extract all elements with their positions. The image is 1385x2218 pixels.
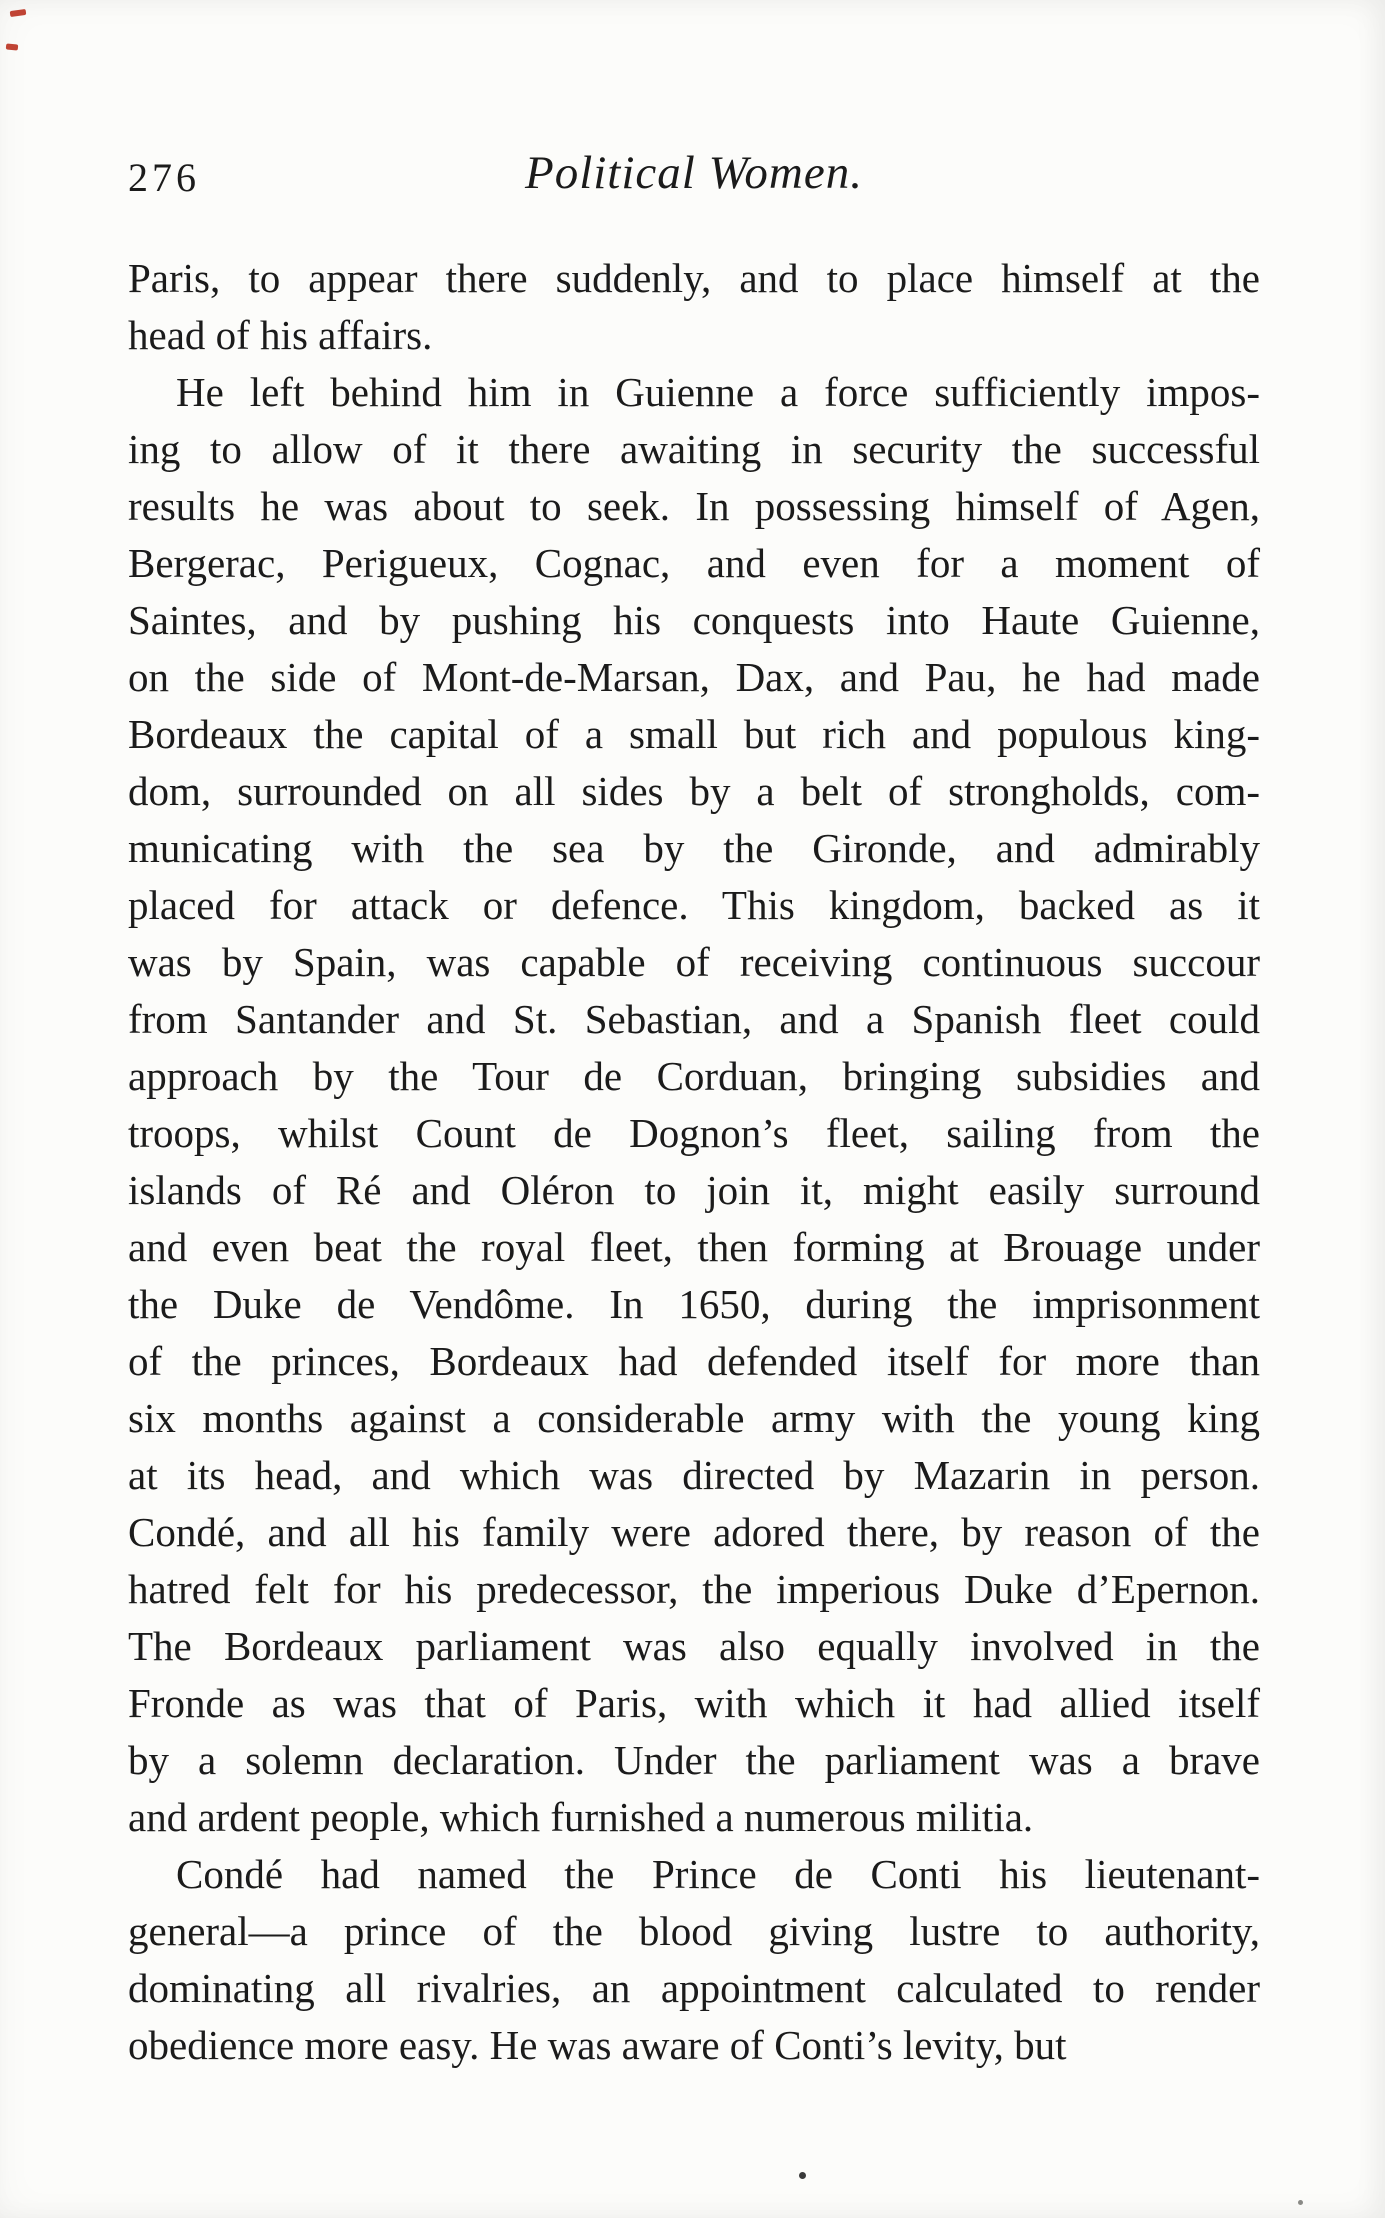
- text-line: municating with the sea by the Gironde, and admirably: [128, 825, 1260, 871]
- print-artifact-dot: [1298, 2200, 1303, 2205]
- text-line: hatred felt for his predecessor, the imperious Duke d’Epernon.: [128, 1566, 1260, 1612]
- text-line: Saintes, and by pushing his conquests into Haute Guienne,: [128, 597, 1260, 643]
- print-artifact-dot: [799, 2172, 806, 2179]
- text-line: Fronde as was that of Paris, with which it had allied itself: [128, 1680, 1260, 1726]
- text-body: [128, 250, 1260, 2074]
- text-line: The Bordeaux parliament was also equally involved in the: [128, 1623, 1260, 1669]
- text-line: from Santander and St. Sebastian, and a Spanish fleet could: [128, 996, 1260, 1042]
- text-line: Paris, to appear there suddenly, and to place himself at the: [128, 255, 1260, 301]
- text-line: troops, whilst Count de Dognon’s fleet, sailing from the: [128, 1110, 1260, 1156]
- page-number: 276: [128, 155, 200, 200]
- text-line: head of his affairs.: [128, 312, 433, 358]
- text-line: obedience more easy. He was aware of Conti’s levity, but: [128, 2022, 1067, 2068]
- text-line: Bergerac, Perigueux, Cognac, and even for a moment of: [128, 540, 1260, 586]
- page-header: [128, 146, 1260, 216]
- text-line: by a solemn declaration. Under the parliament was a brave: [128, 1737, 1260, 1783]
- text-line: and ardent people, which furnished a numerous militia.: [128, 1794, 1034, 1840]
- text-line: six months against a considerable army with the young king: [128, 1395, 1260, 1441]
- text-line: on the side of Mont-de-Marsan, Dax, and Pau, he had made: [128, 654, 1260, 700]
- text-line: general—a prince of the blood giving lustre to authority,: [128, 1908, 1260, 1954]
- text-line: at its head, and which was directed by Mazarin in person.: [128, 1452, 1260, 1498]
- text-line: He left behind him in Guienne a force sufficiently impos-: [176, 369, 1260, 415]
- red-pen-mark: [6, 43, 19, 50]
- running-title: Political Women.: [524, 147, 863, 199]
- text-line: ing to allow of it there awaiting in security the successful: [128, 426, 1260, 472]
- text-line: Bordeaux the capital of a small but rich and populous king-: [128, 711, 1260, 757]
- text-line: of the princes, Bordeaux had defended itself for more than: [128, 1338, 1260, 1384]
- text-line: results he was about to seek. In possessing himself of Agen,: [128, 483, 1260, 529]
- text-line: placed for attack or defence. This kingdom, backed as it: [128, 882, 1260, 928]
- text-line: dom, surrounded on all sides by a belt of strongholds, com-: [128, 768, 1260, 814]
- text-line: Condé had named the Prince de Conti his lieutenant-: [176, 1851, 1260, 1897]
- text-line: dominating all rivalries, an appointment calculated to render: [128, 1965, 1260, 2011]
- text-line: approach by the Tour de Corduan, bringing subsidies and: [128, 1053, 1260, 1099]
- red-pen-mark: [10, 9, 27, 17]
- text-line: Condé, and all his family were adored there, by reason of the: [128, 1509, 1260, 1555]
- text-line: was by Spain, was capable of receiving continuous succour: [128, 939, 1260, 985]
- text-line: islands of Ré and Oléron to join it, might easily surround: [128, 1167, 1260, 1213]
- text-line: the Duke de Vendôme. In 1650, during the imprisonment: [128, 1281, 1260, 1327]
- text-line: and even beat the royal fleet, then forming at Brouage under: [128, 1224, 1260, 1270]
